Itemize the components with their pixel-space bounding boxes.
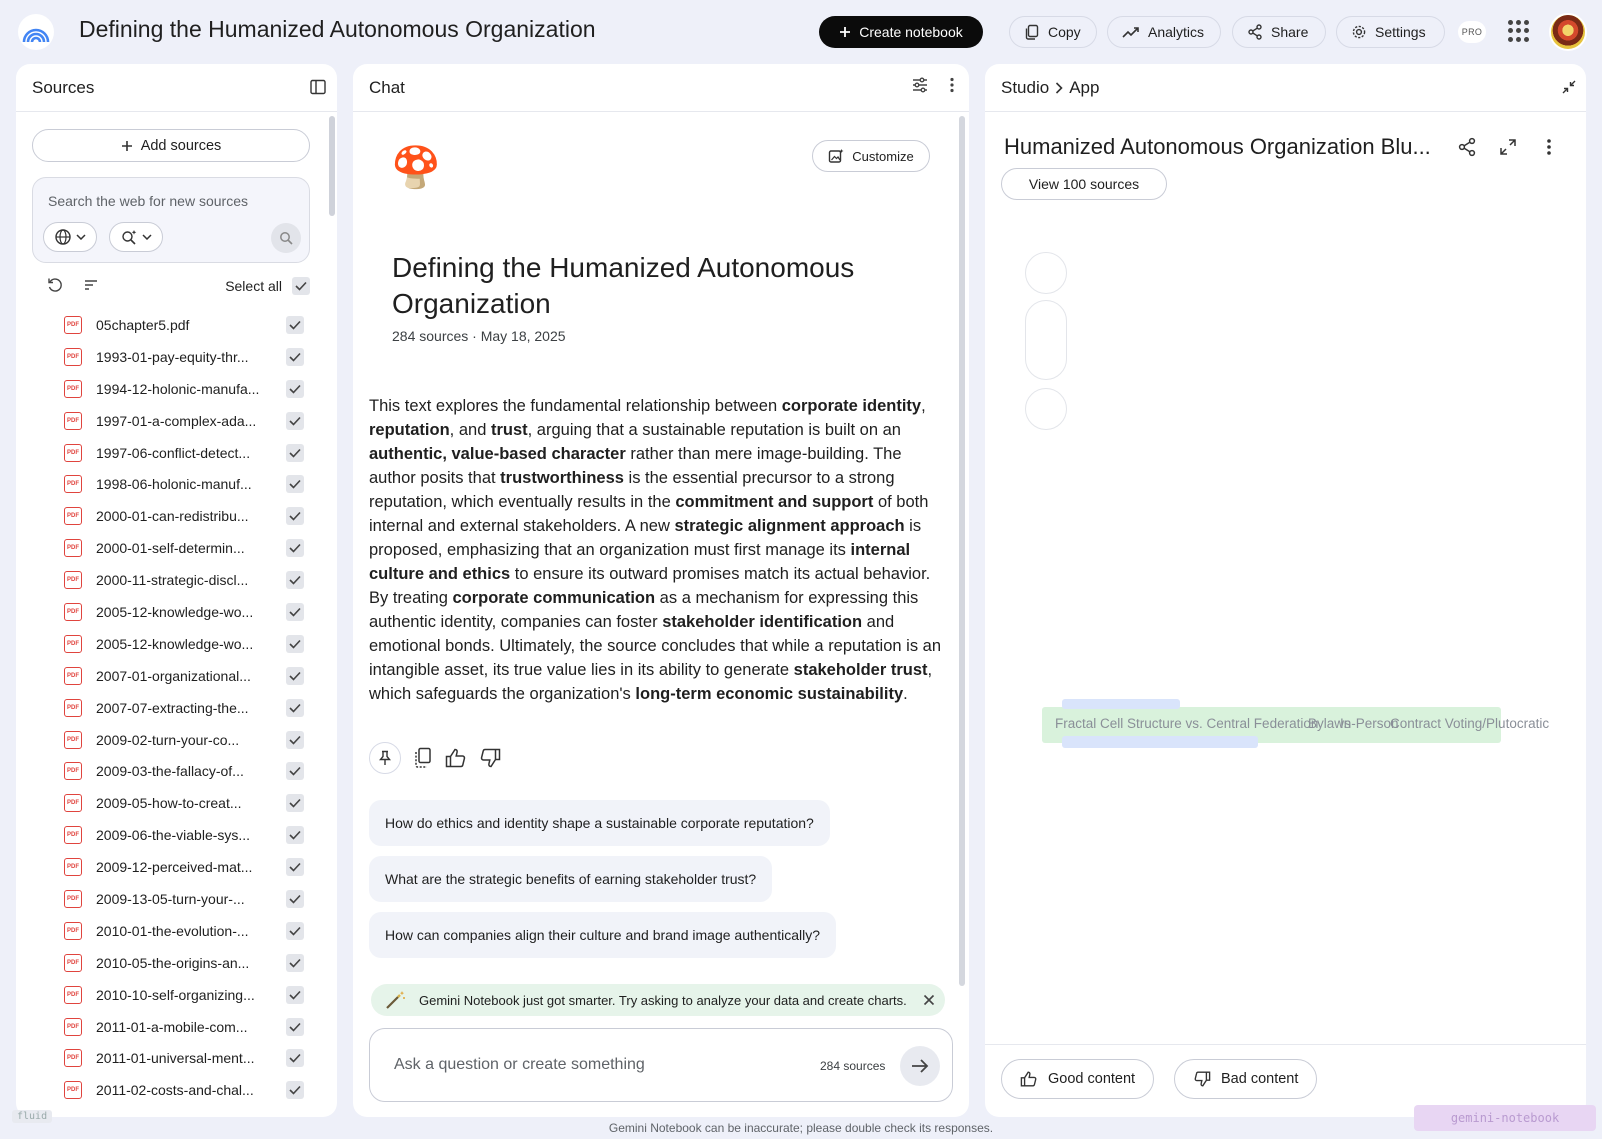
breadcrumb-studio[interactable]: Studio xyxy=(1001,77,1050,97)
source-item[interactable] xyxy=(32,851,322,883)
source-name: 2000-01-can-redistribu... xyxy=(96,508,249,525)
research-mode-dropdown[interactable] xyxy=(109,222,163,252)
pdf-icon: PDF xyxy=(64,475,82,493)
settings-button[interactable] xyxy=(1336,16,1445,48)
select-all-checkbox[interactable] xyxy=(292,277,310,295)
source-name: 1997-06-conflict-detect... xyxy=(96,444,251,461)
placeholder-node xyxy=(1025,252,1067,294)
source-checkbox[interactable] xyxy=(286,603,304,621)
app-logo-icon[interactable] xyxy=(18,14,54,50)
studio-header xyxy=(985,64,1586,112)
more-vert-icon[interactable] xyxy=(1539,137,1559,157)
analytics-button[interactable] xyxy=(1107,16,1221,48)
source-name: 2009-13-05-turn-your-... xyxy=(96,890,245,907)
placeholder-node xyxy=(1025,300,1067,380)
message-actions xyxy=(369,742,501,774)
pdf-icon: PDF xyxy=(64,571,82,589)
pdf-icon: PDF xyxy=(64,316,82,334)
suggested-question[interactable]: What are the strategic benefits of earning stakeholder trust? xyxy=(369,856,772,902)
select-all-label: Select all xyxy=(225,278,282,294)
chevron-down-icon xyxy=(142,234,152,240)
source-checkbox[interactable] xyxy=(286,667,304,685)
pro-badge: PRO xyxy=(1458,21,1486,43)
source-name: 2011-01-a-mobile-com... xyxy=(96,1018,248,1035)
more-vert-icon[interactable] xyxy=(949,76,955,94)
sort-icon[interactable] xyxy=(83,278,99,292)
pdf-icon: PDF xyxy=(64,986,82,1004)
pdf-icon: PDF xyxy=(64,507,82,525)
web-search-input[interactable]: Search the web for new sources xyxy=(48,193,248,209)
source-name: 2000-11-strategic-discl... xyxy=(96,572,249,589)
source-checkbox[interactable] xyxy=(286,794,304,812)
source-name: 2009-02-turn-your-co... xyxy=(96,731,240,748)
source-item[interactable] xyxy=(32,724,322,756)
source-item[interactable] xyxy=(32,755,322,787)
thumbs-down-icon xyxy=(1193,1071,1211,1087)
add-sources-label: Add sources xyxy=(140,137,222,154)
pin-button[interactable] xyxy=(369,742,401,774)
source-item[interactable] xyxy=(32,660,322,692)
pdf-icon: PDF xyxy=(64,731,82,749)
source-name: 2005-12-knowledge-wo... xyxy=(96,603,254,620)
source-item[interactable] xyxy=(32,596,322,628)
chat-input[interactable]: Ask a question or create something xyxy=(394,1056,645,1073)
copy-icon[interactable] xyxy=(413,747,433,769)
pdf-icon: PDF xyxy=(64,444,82,462)
search-spark-icon xyxy=(120,228,138,246)
pdf-icon: PDF xyxy=(64,1049,82,1067)
source-item[interactable] xyxy=(32,692,322,724)
source-checkbox[interactable] xyxy=(286,890,304,908)
sources-title: Sources xyxy=(32,77,95,97)
source-name: 2005-12-knowledge-wo... xyxy=(96,635,254,652)
create-notebook-label: Create notebook xyxy=(859,24,963,40)
source-name: 2009-03-the-fallacy-of... xyxy=(96,763,244,780)
source-item[interactable] xyxy=(32,341,322,373)
source-item[interactable] xyxy=(32,405,322,437)
source-item[interactable] xyxy=(32,500,322,532)
good-content-button[interactable] xyxy=(1001,1059,1154,1099)
web-search-box xyxy=(32,177,310,263)
close-icon[interactable] xyxy=(923,994,935,1006)
source-item[interactable] xyxy=(32,468,322,500)
source-name: 2010-05-the-origins-an... xyxy=(96,954,250,971)
notebook-heading: Defining the Humanized Autonomous Organization xyxy=(392,252,855,319)
source-list-toolbar xyxy=(32,274,322,298)
refresh-icon[interactable] xyxy=(46,276,64,294)
source-checkbox[interactable] xyxy=(286,475,304,493)
source-checkbox[interactable] xyxy=(286,539,304,557)
source-checkbox[interactable] xyxy=(286,1049,304,1067)
source-name: 05chapter5.pdf xyxy=(96,316,190,333)
source-item[interactable] xyxy=(32,1011,322,1043)
source-checkbox[interactable] xyxy=(286,1081,304,1099)
diagram-node-label[interactable]: Fractal Cell Structure vs. Central Federation xyxy=(1055,716,1319,731)
settings-label: Settings xyxy=(1375,24,1426,40)
source-item[interactable] xyxy=(32,947,322,979)
feature-notice-banner xyxy=(371,984,945,1016)
pdf-icon: PDF xyxy=(64,794,82,812)
source-checkbox[interactable] xyxy=(286,699,304,717)
chevron-right-icon xyxy=(1055,82,1063,94)
arrow-right-icon xyxy=(911,1058,929,1074)
source-checkbox[interactable] xyxy=(286,922,304,940)
pdf-icon: PDF xyxy=(64,348,82,366)
select-all-toggle[interactable] xyxy=(225,277,310,295)
pdf-icon: PDF xyxy=(64,699,82,717)
pdf-icon: PDF xyxy=(64,667,82,685)
source-checkbox[interactable] xyxy=(286,380,304,398)
source-item[interactable] xyxy=(32,979,322,1011)
diagram-node-label[interactable]: Contract Voting/Plutocratic xyxy=(1390,716,1550,731)
pdf-icon: PDF xyxy=(64,412,82,430)
source-name: 2009-12-perceived-mat... xyxy=(96,859,253,876)
watermark: gemini-notebook xyxy=(1414,1105,1596,1131)
sources-panel xyxy=(16,64,337,1117)
pdf-icon: PDF xyxy=(64,635,82,653)
source-name: 1994-12-holonic-manufa... xyxy=(96,380,260,397)
pdf-icon: PDF xyxy=(64,890,82,908)
sources-scrollbar[interactable] xyxy=(329,116,335,216)
source-item[interactable] xyxy=(32,1074,322,1106)
suggested-question[interactable]: How can companies align their culture and brand image authentically? xyxy=(369,912,836,958)
thumbs-down-icon[interactable] xyxy=(479,748,501,768)
source-name: 2007-01-organizational... xyxy=(96,667,251,684)
app-actions xyxy=(1457,137,1559,157)
share-icon[interactable] xyxy=(1457,137,1477,157)
notice-text: Gemini Notebook just got smarter. Try asking to analyze your data and create charts. xyxy=(419,992,907,1008)
source-checkbox[interactable] xyxy=(286,316,304,334)
suggested-question[interactable]: How do ethics and identity shape a sustainable corporate reputation? xyxy=(369,800,830,846)
source-checkbox[interactable] xyxy=(286,635,304,653)
source-name: 2011-01-universal-ment... xyxy=(96,1050,255,1067)
source-name: 2010-10-self-organizing... xyxy=(96,986,255,1003)
source-name: 2009-06-the-viable-sys... xyxy=(96,827,251,844)
diagram-node-highlight xyxy=(1062,699,1180,709)
source-checkbox[interactable] xyxy=(286,858,304,876)
pin-icon xyxy=(378,750,392,766)
disclaimer-text: Gemini Notebook can be inaccurate; please double check its responses. xyxy=(608,1121,994,1135)
source-name: 2009-05-how-to-creat... xyxy=(96,795,242,812)
source-checkbox[interactable] xyxy=(286,444,304,462)
source-item[interactable] xyxy=(32,883,322,915)
send-button[interactable] xyxy=(900,1046,940,1086)
source-name: 2011-02-costs-and-chal... xyxy=(96,1082,254,1099)
analytics-label: Analytics xyxy=(1148,24,1205,40)
pdf-icon: PDF xyxy=(64,380,82,398)
source-checkbox[interactable] xyxy=(286,954,304,972)
source-item[interactable] xyxy=(32,373,322,405)
collapse-icon[interactable] xyxy=(1562,80,1576,94)
source-item[interactable] xyxy=(32,532,322,564)
diagram-node-label[interactable]: Bylaws xyxy=(1308,716,1351,731)
view-sources-button[interactable]: View 100 sources xyxy=(1001,168,1167,200)
placeholder-node xyxy=(1025,388,1067,430)
fullscreen-icon[interactable] xyxy=(1498,137,1518,157)
gear-icon xyxy=(1351,24,1367,40)
customize-label: Customize xyxy=(852,148,914,164)
avatar[interactable] xyxy=(1549,13,1587,51)
studio-panel xyxy=(985,64,1586,1117)
source-item[interactable] xyxy=(32,437,322,469)
top-bar xyxy=(0,0,1602,64)
source-item[interactable] xyxy=(32,787,322,819)
source-item[interactable] xyxy=(32,628,322,660)
source-list xyxy=(32,309,322,1106)
chat-scrollbar[interactable] xyxy=(959,116,965,986)
plus-icon xyxy=(839,26,851,38)
pdf-icon: PDF xyxy=(64,922,82,940)
source-checkbox[interactable] xyxy=(286,1018,304,1036)
source-checkbox[interactable] xyxy=(286,348,304,366)
chat-title: Chat xyxy=(369,77,405,97)
source-checkbox[interactable] xyxy=(286,571,304,589)
diagram-node-label[interactable]: In-Person xyxy=(1340,716,1399,731)
tune-icon[interactable] xyxy=(911,76,929,94)
copy-icon xyxy=(1024,24,1040,40)
source-name: 2010-01-the-evolution-... xyxy=(96,922,249,939)
source-name: 1998-06-holonic-manuf... xyxy=(96,476,252,493)
notebook-emoji: 🍄 xyxy=(391,146,441,190)
source-checkbox[interactable] xyxy=(286,826,304,844)
apps-grid-icon[interactable] xyxy=(1508,20,1530,42)
source-checkbox[interactable] xyxy=(286,412,304,430)
add-sources-button[interactable] xyxy=(32,129,310,162)
pdf-icon: PDF xyxy=(64,762,82,780)
source-name: 1993-01-pay-equity-thr... xyxy=(96,348,249,365)
web-source-dropdown[interactable] xyxy=(43,222,97,252)
source-checkbox[interactable] xyxy=(286,986,304,1004)
selected-source-count: 284 sources xyxy=(820,1059,886,1073)
source-item[interactable] xyxy=(32,564,322,596)
notebook-summary: This text explores the fundamental relationship between corporate identity, reputation, and trust, arguing that a sustainable reputation is built on an authentic, value-based character rather than mere image-building. The author posits that trustworthiness is the essential precursor to a strong reputation, which eventually results in the commitment and support of both internal and external stakeholders. A new strategic alignment approach is proposed, emphasizing that an organization must first manage its internal culture and ethics to ensure its outward promises match its actual behavior. By treating corporate communication as a mechanism for expressing this authentic identity, companies can foster stakeholder identification and emotional bonds. Ultimately, the source concludes that while a reputation is an intangible asset, its true value lies in its ability to generate stakeholder trust, which safeguards the organization's long-term economic sustainability. xyxy=(369,397,942,703)
fluid-tag: fluid xyxy=(12,1110,52,1123)
create-notebook-button[interactable] xyxy=(819,16,983,48)
plus-icon xyxy=(121,140,133,152)
trending-up-icon xyxy=(1122,26,1140,38)
source-name: 1997-01-a-complex-ada... xyxy=(96,412,257,429)
share-button[interactable] xyxy=(1232,16,1326,48)
breadcrumb xyxy=(1001,78,1099,98)
source-name: 2000-01-self-determin... xyxy=(96,540,245,557)
sources-header xyxy=(16,64,337,112)
pdf-icon: PDF xyxy=(64,954,82,972)
notebook-title[interactable]: Defining the Humanized Autonomous Organization xyxy=(79,16,596,42)
source-item[interactable] xyxy=(32,819,322,851)
chevron-down-icon xyxy=(76,234,86,240)
breadcrumb-app: App xyxy=(1069,77,1100,97)
collapse-panel-icon[interactable] xyxy=(309,78,327,96)
share-label: Share xyxy=(1271,24,1309,40)
pdf-icon: PDF xyxy=(64,1018,82,1036)
pdf-icon: PDF xyxy=(64,539,82,557)
magic-wand-icon xyxy=(385,990,407,1010)
pdf-icon: PDF xyxy=(64,826,82,844)
source-item[interactable] xyxy=(32,309,322,341)
source-item[interactable] xyxy=(32,915,322,947)
globe-icon xyxy=(54,228,72,246)
chat-input-box[interactable] xyxy=(369,1028,953,1102)
image-edit-icon xyxy=(828,148,844,164)
diagram-node-highlight xyxy=(1062,736,1258,748)
source-item[interactable] xyxy=(32,1042,322,1074)
customize-button[interactable] xyxy=(812,140,930,172)
thumbs-up-icon[interactable] xyxy=(445,748,467,768)
app-title: Humanized Autonomous Organization Blu... xyxy=(1004,134,1431,159)
pdf-icon: PDF xyxy=(64,1081,82,1099)
pdf-icon: PDF xyxy=(64,858,82,876)
good-content-label: Good content xyxy=(1048,1071,1136,1087)
copy-button[interactable] xyxy=(1009,16,1097,48)
bad-content-button[interactable] xyxy=(1174,1059,1317,1099)
source-name: 2007-07-extracting-the... xyxy=(96,699,249,716)
pdf-icon: PDF xyxy=(64,603,82,621)
chat-header xyxy=(353,64,969,112)
source-checkbox[interactable] xyxy=(286,507,304,525)
source-checkbox[interactable] xyxy=(286,731,304,749)
web-search-submit-button[interactable] xyxy=(271,223,301,253)
chat-panel xyxy=(353,64,969,1117)
bad-content-label: Bad content xyxy=(1221,1071,1299,1087)
notebook-meta: 284 sources · May 18, 2025 xyxy=(392,328,566,344)
thumbs-up-icon xyxy=(1020,1071,1038,1087)
source-checkbox[interactable] xyxy=(286,762,304,780)
share-icon xyxy=(1247,24,1263,40)
search-icon xyxy=(279,231,293,245)
copy-label: Copy xyxy=(1048,24,1081,40)
